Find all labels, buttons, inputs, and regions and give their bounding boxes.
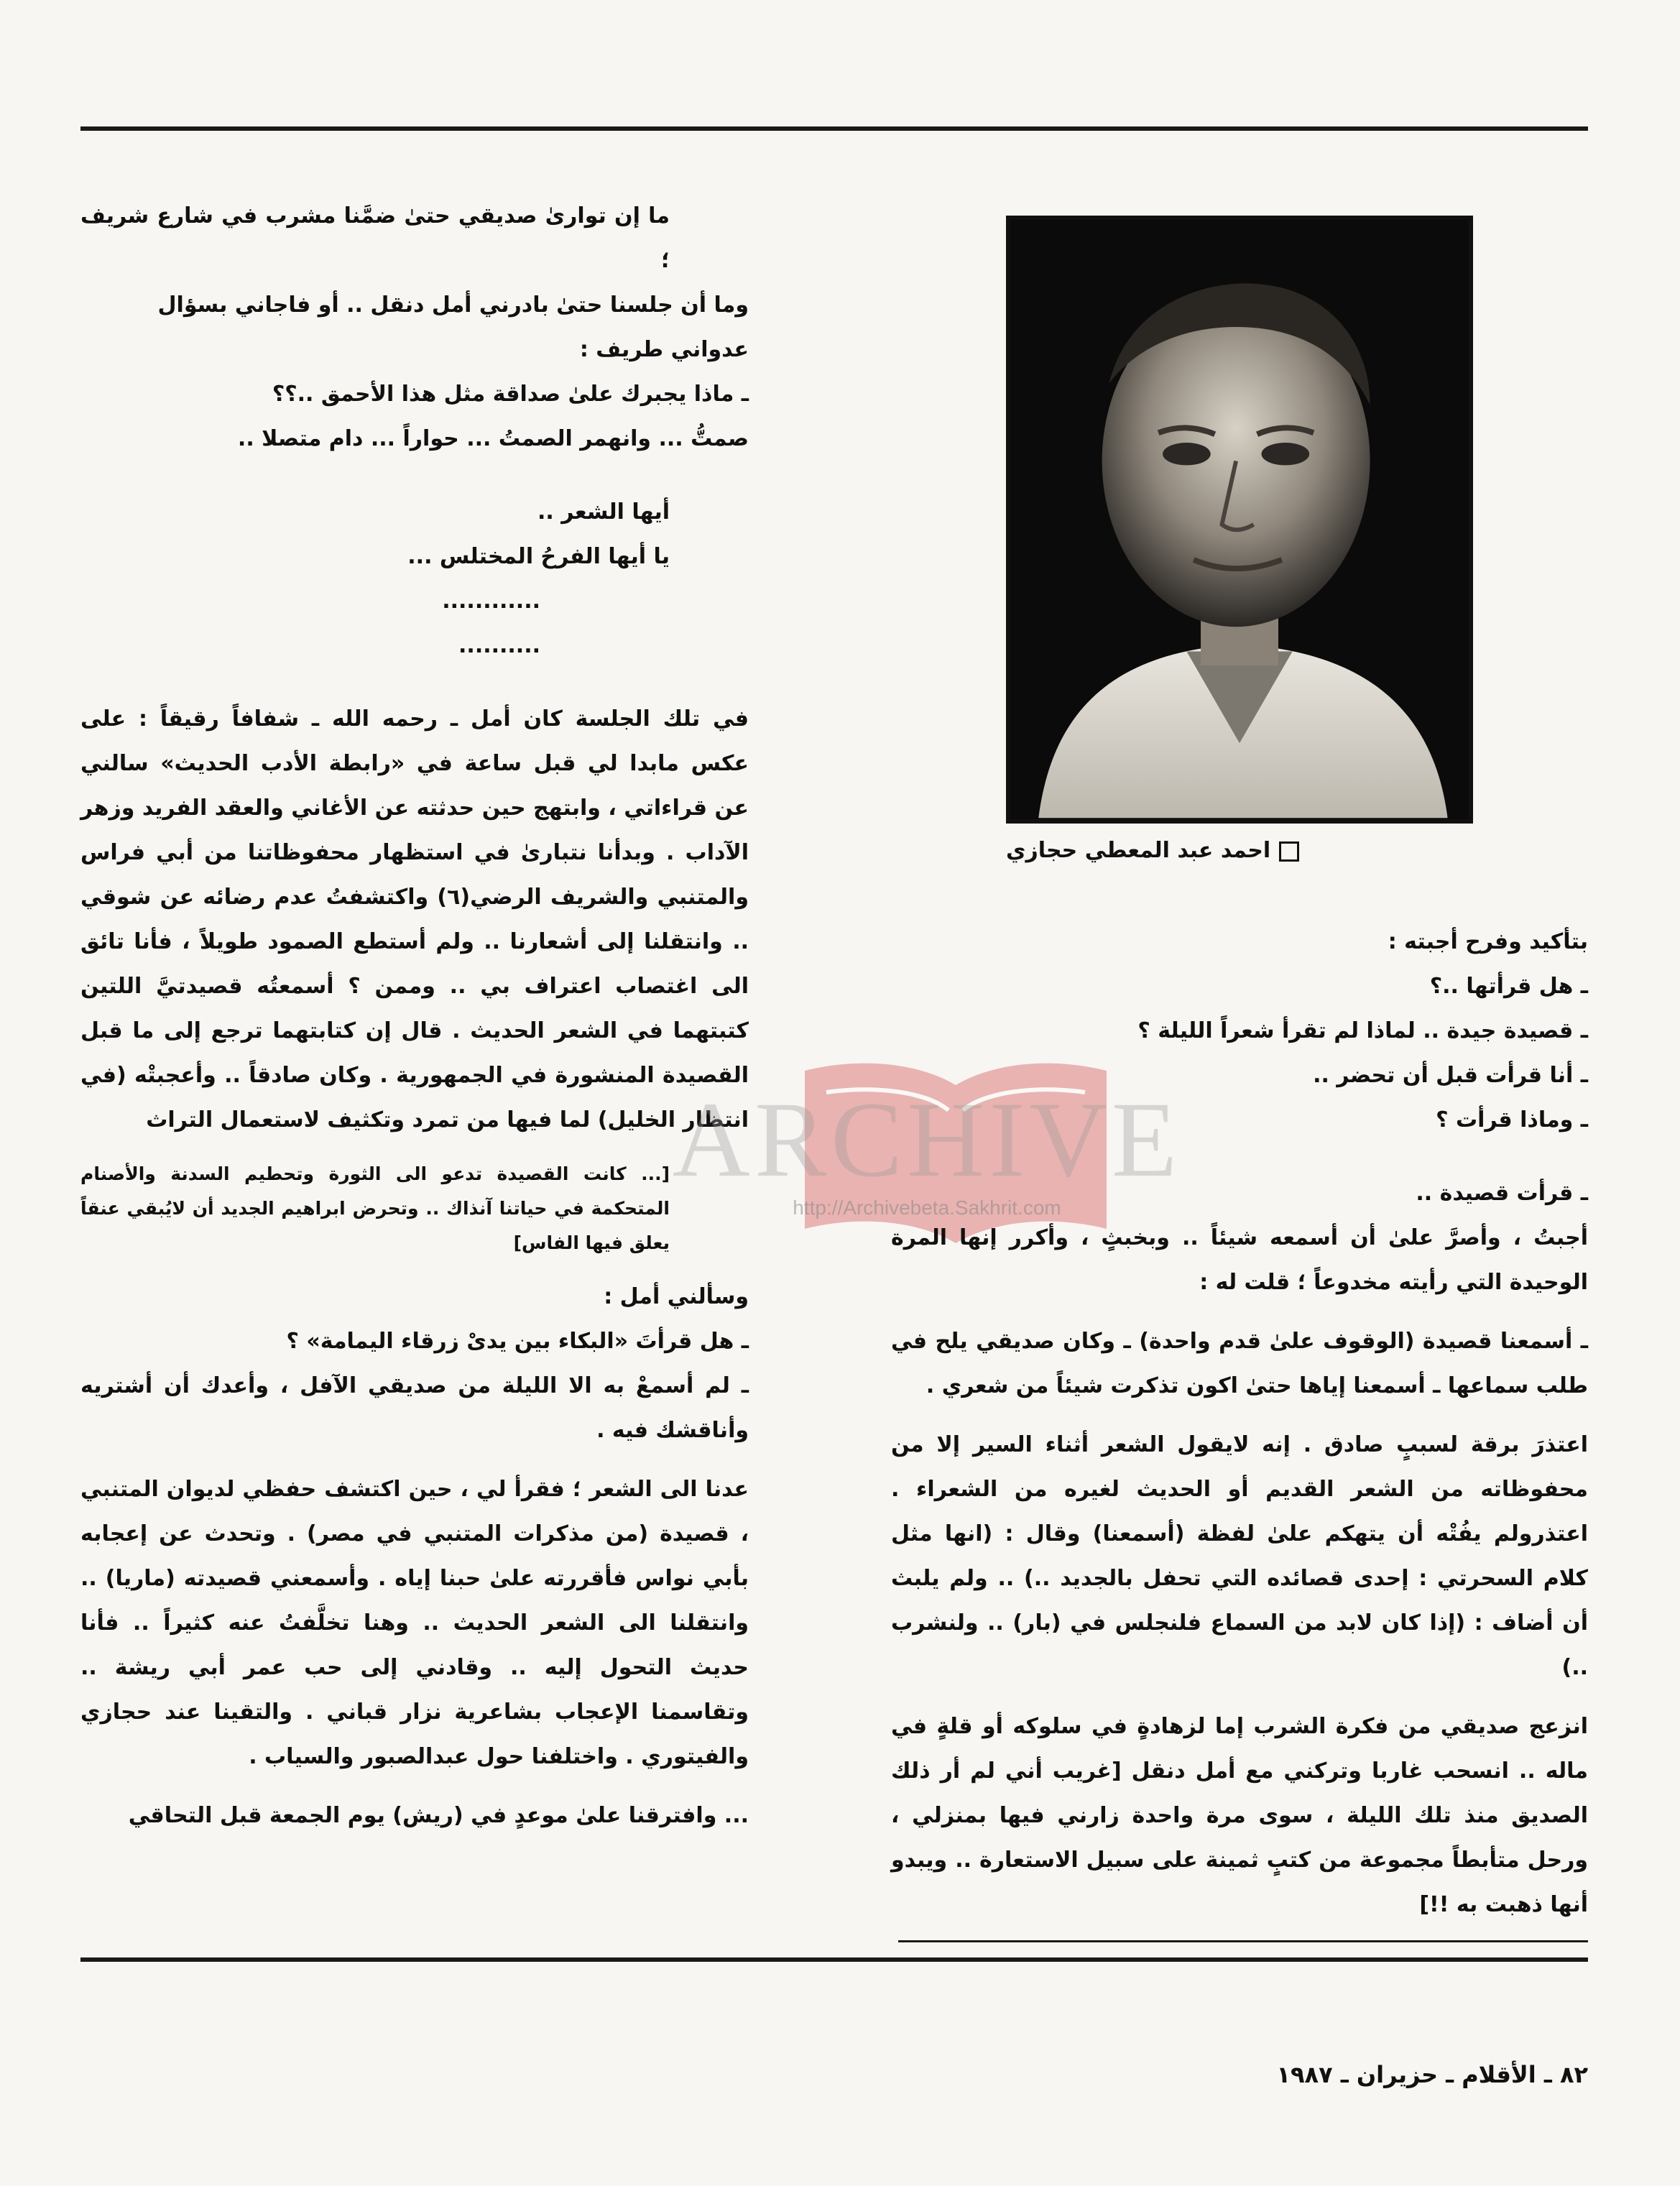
- dialogue-line: ـ وماذا قرأت ؟: [1436, 1107, 1588, 1133]
- paragraph-friend: انزعج صديقي من فكرة الشرب إما لزهادةٍ في سلوكه أو قلةٍ في ماله .. انسحب غاربا وتركني مع أمل دنقل [غريب أني لم أر ذلك الصديق منذ تلك الليلة ، سوى مرة واحدة زارني فيها بمنزلي ، ورحل متأبطاً مجموعة من كتبٍ ثمينة على سبيل الاستعارة .. ويبدو أنها ذهبت به !!]: [891, 1714, 1588, 1917]
- paragraph-return: عدنا الى الشعر ؛ فقرأ لي ، حين اكتشف حفظي لديوان المتنبي ، قصيدة (من مذكرات المتنبي في مصر) . وتحدث عن إعجابه بأبي نواس فأقررته علىٰ حبنا إياه . وأسمعني قصيدته (ماريا) .. وانتقلنا الى الشعر الحديث .. وهنا تخلَّفتُ عنه كثيراً .. فأنا حديث التحول إليه .. وقادني إلى حب عمر أبي ريشة .. وتقاسمنا الإعجاب بشاعرية نزار قباني . والتقينا عند حجازي والفيتوري . واختلفنا حول عبدالصبور والسياب .: [80, 1477, 749, 1769]
- poem-line: أيها الشعر ..: [537, 499, 670, 525]
- quote-block: [... كانت القصيدة تدعو الى الثورة وتحطيم السدنة والأصنام المتحكمة في حياتنا آنذاك .. وتحرض ابراهيم الجديد أن لايُبقي عنقاً يعلق فيها الفاس]: [80, 1163, 670, 1253]
- dialogue-line: ـ أنا قرأت قبل أن تحضر ..: [1313, 1063, 1588, 1088]
- intro-line: عدواني طريف :: [579, 337, 749, 362]
- top-rule: [80, 126, 1588, 131]
- watermark-url: http://Archivebeta.Sakhrit.com: [793, 1196, 1061, 1219]
- paragraph-session: في تلك الجلسة كان أمل ـ رحمه الله ـ شفافاً رقيقاً : على عكس مابدا لي قبل ساعة في «رابطة الأدب الحديث» سالني عن قراءاتي ، وابتهج حين حدثته عن الأغاني والعقد الفريد وزهر الآداب . وبدأنا نتبارىٰ في استظهار محفوظاتنا من أبي فراس والمتنبي والشريف الرضي(٦) واكتشفتُ عدم رضائه عن شوقي .. وانتقلنا إلى أشعارنا .. ولم أستطع الصمود طويلاً ، فأنا تائق الى اغتصاب اعتراف بي .. وممن ؟ أسمعتُه قصيدتيَّ اللتين كتبتهما في الشعر الحديث . قال إن كتابتهما ترجع إلى ما قبل القصيدة المنشورة في الجمهورية . وكان صادقاً .. وأعجبتْه (في انتظار الخليل) لما فيها من تمرد وتكثيف لاستعمال التراث: [80, 706, 749, 1133]
- dialogue-line: وسألني أمل :: [604, 1284, 749, 1309]
- intro-line: ما إن توارىٰ صديقي حتىٰ ضمَّنا مشرب في شارع شريف ؛: [80, 203, 670, 273]
- paragraph-heard: ـ أسمعنا قصيدة (الوقوف علىٰ قدم واحدة) ـ وكان صديقي يلح في طلب سماعها ـ أسمعنا إياها حتىٰ اكون تذكرت شيئاً من شعري .: [891, 1329, 1588, 1398]
- portrait-photo: [1006, 216, 1473, 824]
- left-column: [80, 194, 749, 1853]
- paragraph-end: ... وافترقنا علىٰ موعدٍ في (ريش) يوم الجمعة قبل التحاقي: [128, 1803, 749, 1828]
- dialogue-line: بتأكيد وفرح أجبته :: [1388, 929, 1588, 954]
- poem-reply-line: ـ قرأت قصيدة ..: [1416, 1181, 1588, 1206]
- poem-line: ............: [442, 589, 540, 614]
- page-footer: ٨٢ ـ الأقلام ـ حزيران ـ ١٩٨٧: [1276, 2061, 1588, 2088]
- bottom-rule: [80, 1957, 1588, 1962]
- paragraph-apology: اعتذرَ برقة لسببٍ صادق . إنه لايقول الشعر أثناء السير إلا من محفوظاته من الشعر القديم أو الحديث لغيره من الشعراء . اعتذرولم يفُتْه أن يتهكم علىٰ لفظة (أسمعنا) وقال : (انها مثل كلام السحرتي : إحدى قصائده التي تحفل بالجديد ..) .. ولم يلبث أن أضاف : (إذا كان لابد من السماع فلنجلس في (بار) .. ولنشرب ..): [891, 1432, 1588, 1680]
- intro-line: ـ ماذا يجبرك علىٰ صداقة مثل هذا الأحمق ..؟؟: [272, 382, 749, 407]
- dialogue-line: ـ هل قرأتها ..؟: [1429, 974, 1588, 999]
- watermark-text: ARCHIVE: [672, 1080, 1182, 1199]
- right-column: [891, 920, 1588, 1942]
- paragraph-answered: أجبتُ ، وأصرَّ علىٰ أن أسمعه شيئاً .. وبخبثٍ ، وأكرر إنها المرة الوحيدة التي رأيته مخدوعاً ؛ قلت له :: [891, 1225, 1588, 1295]
- column-divider: [898, 1940, 1588, 1942]
- photo-caption: [1006, 834, 1473, 868]
- intro-line: وما أن جلسنا حتىٰ بادرني أمل دنقل .. أو فاجاني بسؤال: [157, 292, 749, 318]
- caption-text: احمد عبد المعطي حجازي: [1006, 838, 1271, 863]
- intro-line: صمتُّ ... وانهمر الصمتُ ... حواراً ... دام متصلا ..: [237, 426, 749, 451]
- caption-square-icon: [1279, 841, 1299, 862]
- dialogue-line: ـ هل قرأتَ «البكاء بين يدىْ زرقاء اليمامة» ؟: [286, 1329, 749, 1354]
- poem-line: ..........: [458, 633, 540, 658]
- poem-line: يا أيها الفرحُ المختلس ...: [407, 544, 670, 569]
- paragraph-answer: ـ لم أسمعْ به الا الليلة من صديقي الآفل ، وأعدك أن أشتريه وأناقشك فيه .: [80, 1373, 749, 1443]
- dialogue-line: ـ قصيدة جيدة .. لماذا لم تقرأ شعراً الليلة ؟: [1137, 1018, 1588, 1043]
- portrait-icon: [1010, 220, 1469, 819]
